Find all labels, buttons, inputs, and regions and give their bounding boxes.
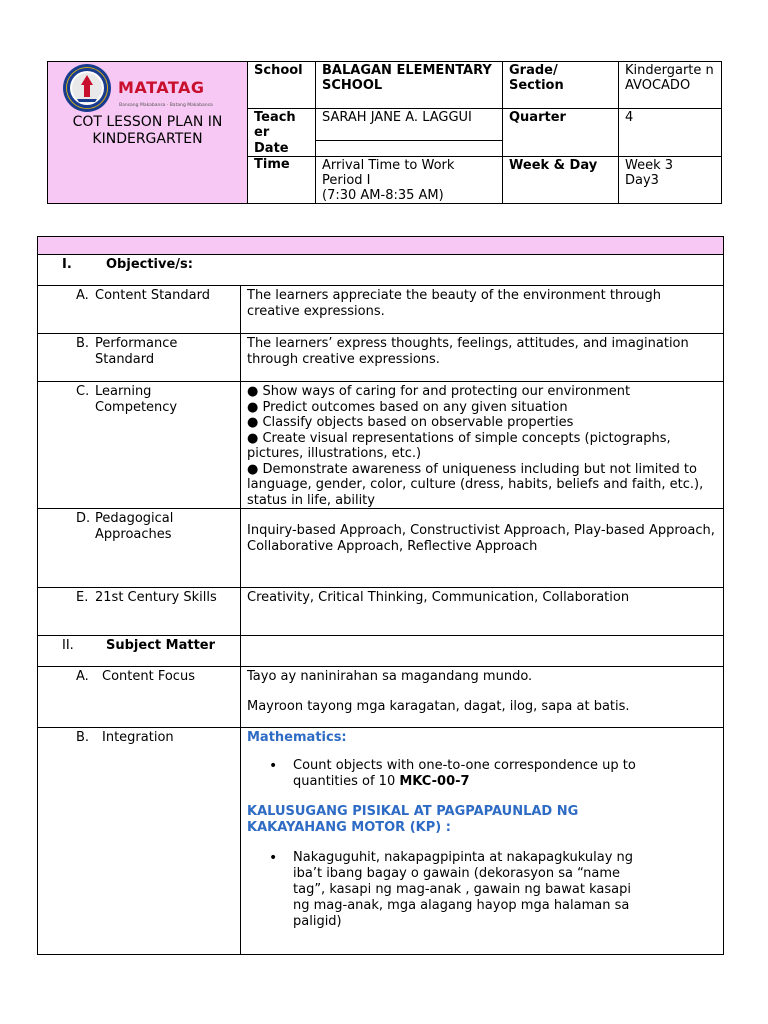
section-subject-matter-empty: [241, 636, 724, 667]
matatag-tagline: Bansang Makabansa · Batang Makabansa: [119, 103, 213, 108]
section-number: I.: [62, 257, 72, 272]
grade-section-value: Kindergarte n AVOCADO: [619, 62, 722, 109]
day-value: Day3: [625, 173, 659, 188]
pedagogical-approaches-text: [241, 509, 724, 588]
math-list: [247, 758, 717, 790]
learning-competency-label: [38, 382, 241, 509]
row-letter: B.: [76, 730, 90, 745]
competency-item: ● Classify objects based on observable properties: [247, 415, 574, 430]
section-title: Subject Matter: [106, 638, 216, 653]
competency-item: ● Predict outcomes based on any given situation: [247, 399, 568, 415]
section-objectives-row: [38, 255, 724, 286]
performance-standard-label: [38, 334, 241, 382]
time-label: [248, 141, 316, 204]
row-label: Integration: [102, 730, 174, 745]
document-title: COT LESSON PLAN IN KINDERGARTEN: [72, 114, 223, 147]
logo-cell: [48, 62, 248, 204]
row-label: Content Standard: [95, 288, 210, 303]
content-focus-text: [241, 667, 724, 728]
math-heading: Mathematics:: [247, 730, 347, 745]
integration-label: [38, 728, 241, 955]
performance-standard-text: The learners’ express thoughts, feelings, attitudes, and imagination through creative expressions.: [241, 334, 724, 382]
deped-seal-icon: [62, 63, 112, 113]
kp-item: • Nakaguguhit, nakapagpipinta at nakapagkukulay ng iba’t ibang bagay o gawain (dekorasyon sa “name tag”, kasapi ng mag-anak , gawain ng bawat kasapi ng mag-anak, mga alagang hayop mga halaman sa paligid): [293, 850, 645, 930]
section-subject-matter-row: [38, 636, 724, 667]
row-letter: D.: [76, 511, 91, 526]
week-day-value: [619, 157, 722, 204]
row-letter: B.: [76, 336, 90, 351]
row-label: Learning Competency: [95, 384, 178, 415]
performance-standard-row: [38, 334, 724, 382]
date-value: [316, 141, 503, 157]
math-item-text: Count objects with one-to-one correspondence up to quantities of 10: [293, 758, 636, 789]
content-standard-label: [38, 286, 241, 334]
row-label: Performance Standard: [95, 336, 178, 367]
matatag-logo: MATATAG: [118, 78, 205, 97]
learning-competency-row: [38, 382, 724, 509]
date-label: Date: [254, 141, 289, 156]
competency-item: ● Demonstrate awareness of uniqueness including but not limited to language, gender, color, culture (dress, habits, beliefs and faith, etc.), status in life, ability: [247, 461, 704, 508]
time-period: Arrival Time to Work Period I: [322, 158, 455, 188]
time-range: (7:30 AM-8:35 AM): [322, 188, 444, 203]
content-focus-row: [38, 667, 724, 728]
pink-banner-row: [38, 237, 724, 255]
century-skills-text: Creativity, Critical Thinking, Communication, Collaboration: [241, 588, 724, 636]
lesson-plan-header: [47, 61, 722, 204]
week-day-label: Week & Day: [503, 157, 619, 204]
content-focus-label: [38, 667, 241, 728]
teacher-value: SARAH JANE A. LAGGUI: [316, 109, 503, 141]
math-code: MKC-00-7: [399, 774, 470, 789]
row-label: 21st Century Skills: [95, 590, 217, 605]
content-focus-line: Tayo ay naninirahan sa magandang mundo.: [247, 669, 533, 684]
teacher-label: Teach er: [248, 109, 316, 157]
row-letter: E.: [76, 590, 89, 605]
section-number: II.: [62, 638, 74, 653]
century-skills-label: [38, 588, 241, 636]
competency-item: ● Show ways of caring for and protecting our environment: [247, 384, 631, 399]
school-value: BALAGAN ELEMENTARY SCHOOL: [316, 62, 503, 109]
time-value: [316, 157, 503, 204]
section-subject-matter-heading: [38, 636, 241, 667]
content-focus-line: Mayroon tayong mga karagatan, dagat, ilog, sapa at batis.: [247, 699, 630, 714]
row-label: Content Focus: [102, 669, 195, 684]
learning-competency-list: [241, 382, 724, 509]
row-letter: C.: [76, 384, 90, 399]
content-standard-text: The learners appreciate the beauty of the environment through creative expressions.: [241, 286, 724, 334]
integration-content: [241, 728, 724, 955]
kp-heading: KALUSUGANG PISIKAL AT PAGPAPAUNLAD NG KAKAYAHANG MOTOR (KP) :: [247, 804, 579, 835]
section-title: Objective/s:: [106, 257, 193, 272]
logo-block: [48, 62, 247, 112]
row-label: Pedagogical Approaches: [95, 511, 174, 542]
week-value: Week 3: [625, 158, 674, 173]
row-letter: A.: [76, 288, 89, 303]
section-objectives-heading: [38, 255, 724, 286]
integration-row: [38, 728, 724, 955]
competency-item: ● Create visual representations of simple concepts (pictographs, pictures, illustrations, etc.): [247, 430, 671, 461]
pedagogical-approaches-label: [38, 509, 241, 588]
row-letter: A.: [76, 669, 89, 684]
quarter-value: 4: [619, 109, 722, 157]
school-label: School: [248, 62, 316, 109]
content-standard-row: [38, 286, 724, 334]
lesson-plan-body: [37, 236, 724, 955]
pedagogical-approaches-row: [38, 509, 724, 588]
kp-list: [247, 850, 717, 930]
math-item: [293, 758, 663, 790]
grade-section-label: Grade/ Section: [503, 62, 619, 109]
century-skills-row: [38, 588, 724, 636]
quarter-label: Quarter: [503, 109, 619, 157]
time-label-text: Time: [254, 157, 290, 172]
pedagogy-text: Inquiry-based Approach, Constructivist Approach, Play-based Approach, Collaborative Approach, Reflective Approach: [247, 523, 715, 554]
